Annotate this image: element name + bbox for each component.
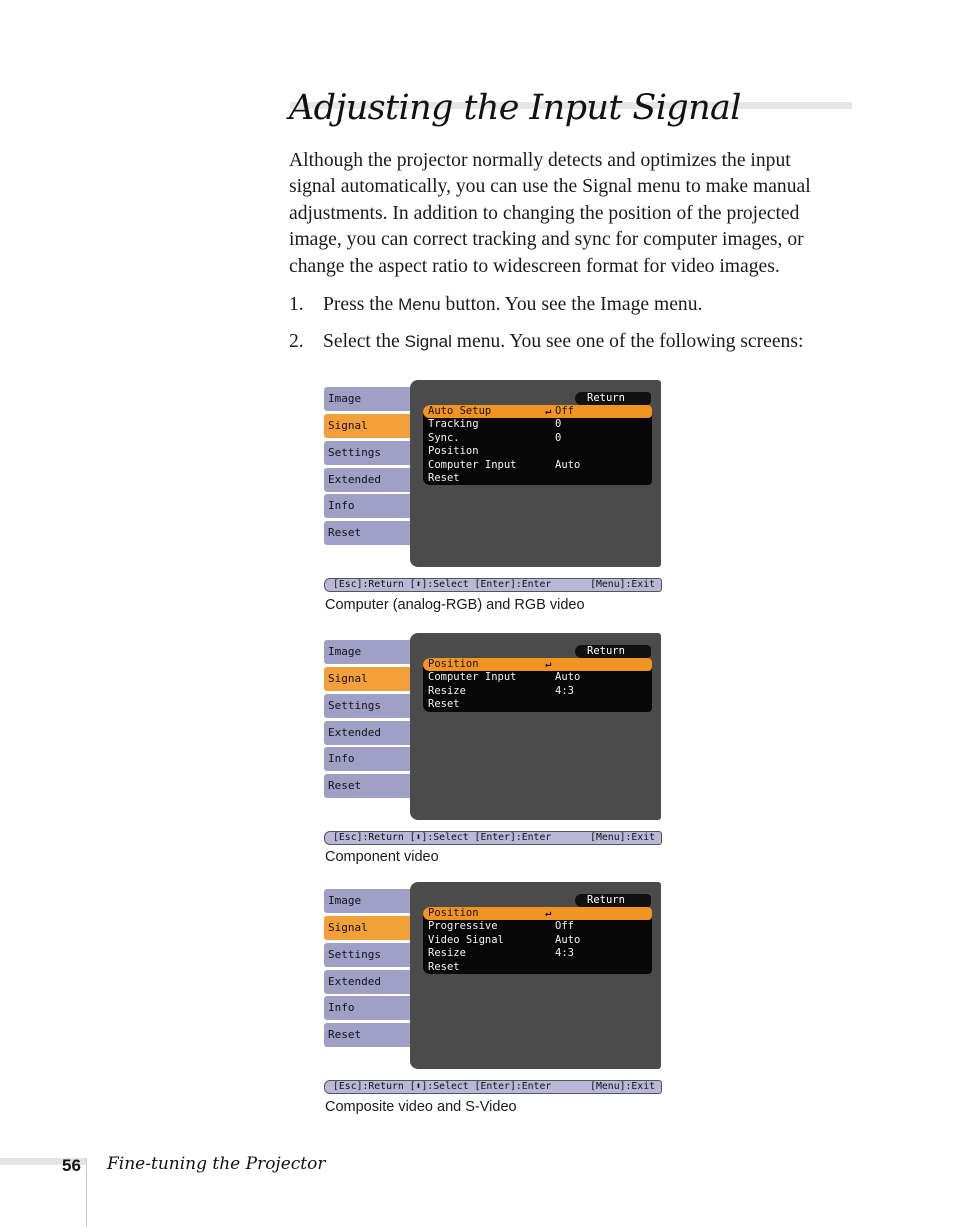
- help-bar-right: [Menu]:Exit: [590, 1081, 655, 1092]
- menu-tab-extended: Extended: [324, 970, 412, 994]
- submenu-row: [423, 418, 652, 431]
- submenu-row: [423, 685, 652, 698]
- menu-tab-signal: Signal: [324, 916, 416, 940]
- screen-caption: Computer (analog-RGB) and RGB video: [325, 597, 585, 613]
- page-title: Adjusting the Input Signal: [289, 88, 741, 128]
- row-value: Auto: [555, 671, 581, 684]
- step-2: [289, 330, 803, 354]
- enter-icon: ↵: [545, 405, 552, 417]
- screen-caption: Component video: [325, 849, 439, 865]
- help-bar-left: [Esc]:Return [⬍]:Select [Enter]:Enter: [333, 579, 552, 590]
- enter-icon: ↵: [545, 658, 552, 670]
- menu-tab-settings: Settings: [324, 441, 412, 465]
- row-label: Reset: [428, 698, 460, 711]
- enter-icon: ↵: [545, 907, 552, 919]
- help-bar: [324, 578, 662, 592]
- submenu-list: [423, 658, 652, 712]
- row-label: Computer Input: [428, 671, 517, 684]
- submenu-row: [423, 920, 652, 933]
- menu-tab-settings: Settings: [324, 943, 412, 967]
- row-label: Resize: [428, 684, 466, 697]
- screen-caption: Composite video and S-Video: [325, 1099, 517, 1115]
- help-bar: [324, 1080, 662, 1094]
- row-label: Resize: [428, 947, 466, 960]
- row-label: Auto Setup: [428, 405, 492, 417]
- step-number: 2.: [289, 331, 304, 352]
- submenu-row: [423, 934, 652, 947]
- menu-tab-image: Image: [324, 889, 412, 913]
- page-number: 56: [62, 1156, 81, 1175]
- submenu-row: [423, 671, 652, 684]
- submenu-row: [423, 459, 652, 472]
- step-1: [289, 293, 702, 317]
- menu-tab-info: Info: [324, 747, 412, 771]
- row-label: Computer Input: [428, 458, 517, 471]
- menu-tab-info: Info: [324, 494, 412, 518]
- submenu-row: [423, 961, 652, 974]
- row-label: Sync.: [428, 431, 460, 444]
- row-label: Reset: [428, 960, 460, 973]
- help-bar: [324, 831, 662, 845]
- submenu-row: [423, 432, 652, 445]
- menu-tab-signal: Signal: [324, 667, 416, 691]
- help-bar-left: [Esc]:Return [⬍]:Select [Enter]:Enter: [333, 832, 552, 843]
- submenu-row: [423, 445, 652, 458]
- step-number: 1.: [289, 294, 304, 315]
- row-value: 4:3: [555, 947, 574, 960]
- help-bar-right: [Menu]:Exit: [590, 579, 655, 590]
- row-value: 4:3: [555, 684, 574, 697]
- row-value: Auto: [555, 933, 581, 946]
- intro-paragraph: Although the projector normally detects and optimizes the input signal automatically, you can use the Signal menu to make manual adjustments. In addition to changing the position of the projected image, you can correct tracking and sync for computer images, or change the aspect ratio to widescreen format for video images.: [289, 150, 811, 277]
- row-value: Off: [555, 405, 574, 417]
- menu-tab-image: Image: [324, 387, 412, 411]
- submenu-row: [423, 405, 652, 418]
- help-bar-right: [Menu]:Exit: [590, 832, 655, 843]
- submenu-row: [423, 907, 652, 920]
- row-value: Auto: [555, 458, 581, 471]
- return-button: Return: [575, 645, 651, 658]
- submenu-list: [423, 405, 652, 485]
- row-label: Progressive: [428, 920, 498, 933]
- menu-tab-settings: Settings: [324, 694, 412, 718]
- menu-tab-extended: Extended: [324, 721, 412, 745]
- step-text-after: menu. You see one of the following screens:: [451, 331, 804, 352]
- return-button: Return: [575, 894, 651, 907]
- menu-tab-extended: Extended: [324, 468, 412, 492]
- row-label: Position: [428, 907, 479, 919]
- menu-tab-reset: Reset: [324, 521, 412, 545]
- step-ui-term: Menu: [398, 295, 441, 314]
- step-text-before: Press the: [323, 294, 399, 315]
- menu-tab-image: Image: [324, 640, 412, 664]
- submenu-list: [423, 907, 652, 974]
- menu-tab-info: Info: [324, 996, 412, 1020]
- row-value: Off: [555, 920, 574, 933]
- row-label: Position: [428, 445, 479, 458]
- menu-tab-reset: Reset: [324, 1023, 412, 1047]
- submenu-row: [423, 947, 652, 960]
- chapter-title: Fine-tuning the Projector: [107, 1154, 326, 1174]
- submenu-row: [423, 472, 652, 485]
- step-text-after: button. You see the Image menu.: [440, 294, 703, 315]
- row-label: Position: [428, 658, 479, 670]
- return-button: Return: [575, 392, 651, 405]
- step-text-before: Select the: [323, 331, 405, 352]
- row-label: Video Signal: [428, 933, 504, 946]
- menu-tab-signal: Signal: [324, 414, 416, 438]
- menu-tab-reset: Reset: [324, 774, 412, 798]
- menu-screen: [324, 380, 662, 568]
- submenu-row: [423, 658, 652, 671]
- row-value: 0: [555, 431, 562, 444]
- help-bar-left: [Esc]:Return [⬍]:Select [Enter]:Enter: [333, 1081, 552, 1092]
- menu-screen: [324, 633, 662, 821]
- menu-screen: [324, 882, 662, 1070]
- row-value: 0: [555, 418, 562, 431]
- submenu-row: [423, 698, 652, 711]
- row-label: Tracking: [428, 418, 479, 431]
- row-label: Reset: [428, 471, 460, 484]
- footer-divider: [86, 1158, 87, 1227]
- step-ui-term: Signal: [404, 332, 452, 351]
